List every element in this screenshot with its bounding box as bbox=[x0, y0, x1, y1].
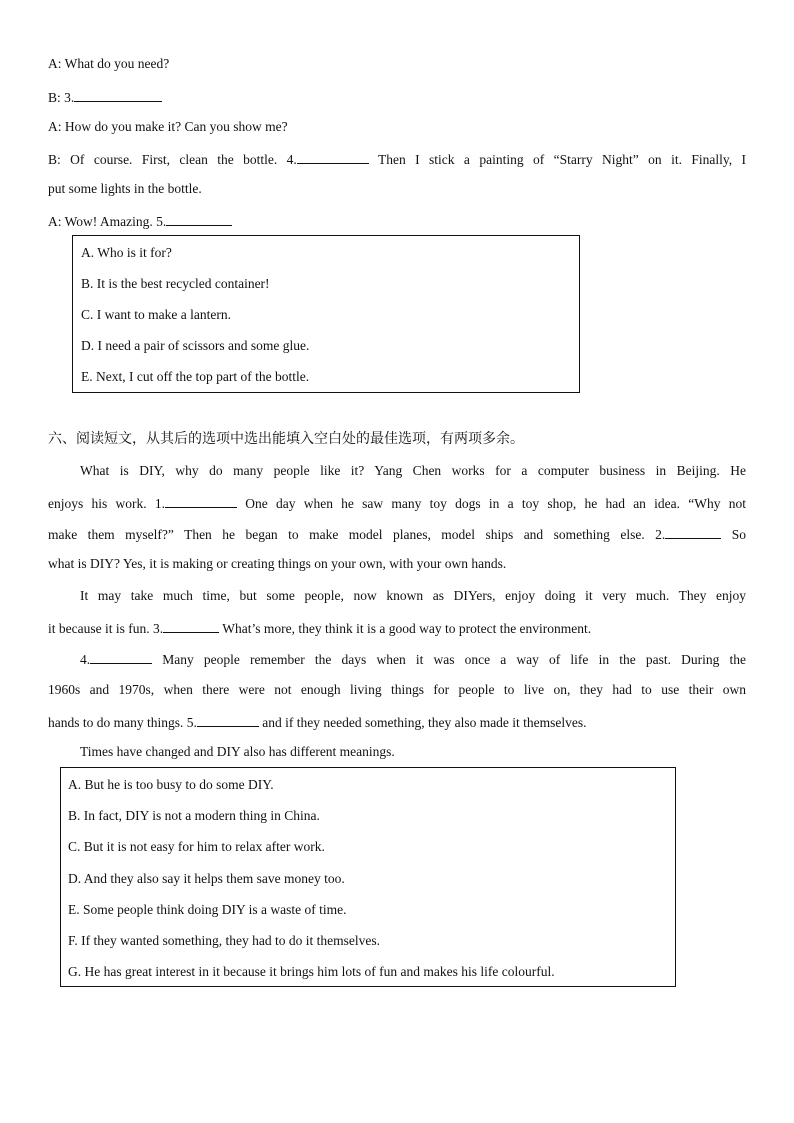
speaker-label: B: bbox=[48, 90, 61, 105]
passage-line: What is DIY, why do many people like it? Yang Chen works for a computer business in Beijing. He bbox=[80, 463, 746, 478]
option-item: C. I want to make a lantern. bbox=[81, 307, 231, 322]
option-item: B. In fact, DIY is not a modern thing in China. bbox=[68, 808, 320, 823]
dialogue-line-6 bbox=[48, 211, 232, 231]
passage-text: 4. bbox=[80, 652, 91, 667]
dialogue-line-4 bbox=[48, 149, 746, 169]
option-item: B. It is the best recycled container! bbox=[81, 276, 270, 291]
passage-text: What’s more, they think it is a good way to protect the environment. bbox=[222, 621, 592, 636]
passage-text: enjoys his work. 1. bbox=[48, 496, 165, 511]
passage-line bbox=[80, 649, 746, 669]
passage-line: 1960s and 1970s, when there were not enough living things for people to live on, they had to use their own bbox=[48, 682, 746, 697]
option-item: E. Next, I cut off the top part of the bottle. bbox=[81, 369, 310, 384]
options-box-2 bbox=[60, 767, 676, 987]
passage-text: Many people remember the days when it was once a way of life in the past. During the bbox=[162, 652, 747, 667]
option-item: E. Some people think doing DIY is a waste of time. bbox=[68, 902, 347, 917]
dialogue-line-2 bbox=[48, 87, 162, 107]
speaker-label: B: bbox=[48, 152, 61, 167]
passage-text: it because it is fun. 3. bbox=[48, 621, 164, 636]
passage-text: One day when he saw many toy dogs in a toy shop, he had an idea. “Why not bbox=[245, 496, 747, 511]
passage-text: and if they needed something, they also made it themselves. bbox=[262, 715, 587, 730]
passage-line: Times have changed and DIY also has different meanings. bbox=[80, 744, 395, 759]
passage-line: what is DIY? Yes, it is making or creating things on your own, with your own hands. bbox=[48, 556, 507, 571]
dialogue-line-5 bbox=[48, 180, 202, 198]
answer-blank-p2[interactable] bbox=[665, 524, 721, 539]
option-item: F. If they wanted something, they had to do it themselves. bbox=[68, 933, 380, 948]
dialogue-text: What do you need? bbox=[64, 56, 170, 71]
passage-line: It may take much time, but some people, now known as DIYers, enjoy doing it very much. They enjoy bbox=[80, 588, 746, 603]
option-item: A. Who is it for? bbox=[81, 245, 172, 260]
passage-line bbox=[48, 493, 746, 513]
option-item: D. And they also say it helps them save money too. bbox=[68, 871, 345, 886]
dialogue-text: How do you make it? Can you show me? bbox=[64, 119, 288, 134]
speaker-label: A: bbox=[48, 56, 62, 71]
answer-blank-5[interactable] bbox=[166, 211, 232, 226]
answer-blank-p4[interactable] bbox=[90, 649, 152, 664]
dialogue-text: Wow! Amazing. 5. bbox=[64, 214, 167, 229]
answer-blank-p5[interactable] bbox=[197, 712, 259, 727]
options-box-1 bbox=[72, 235, 580, 393]
answer-blank-4[interactable] bbox=[297, 149, 369, 164]
answer-blank-3[interactable] bbox=[74, 87, 162, 102]
option-item: G. He has great interest in it because it brings him lots of fun and makes his life colourful. bbox=[68, 964, 555, 979]
dialogue-text: Then I stick a painting of “Starry Night” on it. Finally, I bbox=[377, 152, 747, 167]
dialogue-line-3 bbox=[48, 118, 288, 136]
passage-line bbox=[48, 618, 591, 638]
option-item: A. But he is too busy to do some DIY. bbox=[68, 777, 274, 792]
speaker-label: A: bbox=[48, 214, 62, 229]
speaker-label: A: bbox=[48, 119, 62, 134]
answer-blank-p1[interactable] bbox=[165, 493, 237, 508]
passage-text: hands to do many things. 5. bbox=[48, 715, 197, 730]
dialogue-text: 3. bbox=[64, 90, 75, 105]
answer-blank-p3[interactable] bbox=[163, 618, 219, 633]
passage-line bbox=[48, 524, 746, 544]
option-item: D. I need a pair of scissors and some glue. bbox=[81, 338, 310, 353]
passage-text: So bbox=[731, 527, 746, 542]
dialogue-text: put some lights in the bottle. bbox=[48, 181, 202, 196]
passage-text: make them myself?” Then he began to make model planes, model ships and something else. 2. bbox=[48, 527, 666, 542]
passage-line bbox=[48, 712, 587, 732]
dialogue-text: Of course. First, clean the bottle. 4. bbox=[70, 152, 297, 167]
dialogue-line-1 bbox=[48, 55, 169, 73]
section-heading: 六、阅读短文，从其后的选项中选出能填入空白处的最佳选项，有两项多余。 bbox=[48, 431, 524, 447]
option-item: C. But it is not easy for him to relax after work. bbox=[68, 839, 325, 854]
